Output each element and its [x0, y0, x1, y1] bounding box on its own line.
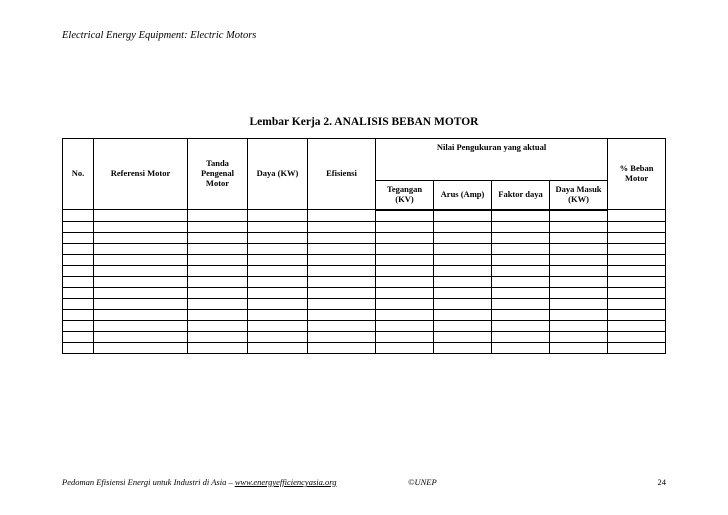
table-cell[interactable] [550, 254, 608, 265]
table-cell[interactable] [248, 309, 308, 320]
table-cell[interactable] [308, 243, 376, 254]
table-cell[interactable] [434, 331, 492, 342]
header-actual-measurements: Nilai Pengukuran yang aktual [376, 139, 608, 181]
table-cell[interactable] [248, 298, 308, 309]
table-cell[interactable] [492, 309, 550, 320]
table-cell[interactable] [376, 276, 434, 287]
table-cell[interactable] [550, 265, 608, 276]
table-cell[interactable] [248, 243, 308, 254]
running-header: Electrical Energy Equipment: Electric Motors [62, 30, 257, 41]
table-row [63, 287, 666, 298]
table-cell[interactable] [308, 221, 376, 232]
table-cell[interactable] [63, 331, 94, 342]
table-cell[interactable] [188, 276, 248, 287]
page-number: 24 [657, 477, 666, 487]
table-cell[interactable] [492, 254, 550, 265]
table-cell[interactable] [492, 287, 550, 298]
table-body [63, 210, 666, 354]
table-row [63, 254, 666, 265]
table-cell[interactable] [608, 232, 666, 243]
table-cell[interactable] [434, 342, 492, 353]
table-cell[interactable] [63, 276, 94, 287]
table-cell[interactable] [63, 320, 94, 331]
table-cell[interactable] [434, 276, 492, 287]
table-cell[interactable] [94, 232, 188, 243]
table-cell[interactable] [248, 320, 308, 331]
table-cell[interactable] [248, 221, 308, 232]
table-cell[interactable] [376, 287, 434, 298]
table-cell[interactable] [94, 254, 188, 265]
header-motor-load-percent [608, 139, 666, 210]
table-cell[interactable] [188, 342, 248, 353]
table-cell[interactable] [94, 265, 188, 276]
table-row [63, 265, 666, 276]
table-cell[interactable] [434, 298, 492, 309]
table-cell[interactable] [308, 298, 376, 309]
header-input-power-kw [550, 181, 608, 210]
table-cell[interactable] [188, 221, 248, 232]
table-cell[interactable] [608, 331, 666, 342]
header-motor-reference: Referensi Motor [94, 139, 188, 210]
table-cell[interactable] [550, 298, 608, 309]
table-cell[interactable] [308, 210, 376, 222]
table-cell[interactable] [376, 331, 434, 342]
table-cell[interactable] [248, 342, 308, 353]
table-cell[interactable] [94, 298, 188, 309]
table-cell[interactable] [550, 331, 608, 342]
table-row [63, 210, 666, 222]
table-cell[interactable] [188, 265, 248, 276]
table-cell[interactable] [94, 331, 188, 342]
table-cell[interactable] [248, 232, 308, 243]
table-cell[interactable] [550, 232, 608, 243]
table-cell[interactable] [63, 243, 94, 254]
table-cell[interactable] [492, 221, 550, 232]
table-cell[interactable] [188, 287, 248, 298]
table-cell[interactable] [376, 232, 434, 243]
footer-guide [62, 477, 337, 487]
table-cell[interactable] [434, 254, 492, 265]
table-row [63, 243, 666, 254]
table-cell[interactable] [94, 320, 188, 331]
table-cell[interactable] [492, 243, 550, 254]
table-cell[interactable] [188, 320, 248, 331]
table-cell[interactable] [376, 298, 434, 309]
header-nameplate-line-2: Pengenal [200, 168, 235, 179]
table-row [63, 320, 666, 331]
table-cell[interactable] [434, 287, 492, 298]
table-row [63, 221, 666, 232]
table-cell[interactable] [63, 265, 94, 276]
table-cell[interactable] [434, 210, 492, 222]
header-voltage-line-2: (KV) [395, 193, 414, 204]
table-cell[interactable] [550, 210, 608, 222]
table-cell[interactable] [308, 232, 376, 243]
table-cell[interactable] [492, 210, 550, 222]
table-row [63, 232, 666, 243]
table-cell[interactable] [608, 342, 666, 353]
table-cell[interactable] [94, 221, 188, 232]
table-cell[interactable] [608, 210, 666, 222]
table-cell[interactable] [63, 287, 94, 298]
table-cell[interactable] [63, 254, 94, 265]
table-cell[interactable] [63, 232, 94, 243]
table-cell[interactable] [94, 243, 188, 254]
table-cell[interactable] [376, 210, 434, 222]
table-cell[interactable] [308, 265, 376, 276]
header-nameplate-line-3: Motor [205, 177, 230, 188]
table-cell[interactable] [550, 342, 608, 353]
table-cell[interactable] [492, 342, 550, 353]
table-cell[interactable] [608, 309, 666, 320]
table-cell[interactable] [248, 210, 308, 222]
table-cell[interactable] [63, 221, 94, 232]
table-cell[interactable] [608, 298, 666, 309]
header-input-power-line-2: (KW) [568, 193, 589, 204]
table-cell[interactable] [608, 276, 666, 287]
table-cell[interactable] [434, 320, 492, 331]
header-nameplate [188, 139, 248, 210]
table-cell[interactable] [376, 320, 434, 331]
table-cell[interactable] [308, 309, 376, 320]
table-row [63, 276, 666, 287]
table-cell[interactable] [376, 221, 434, 232]
header-no: No. [63, 139, 94, 210]
header-voltage-kv [376, 181, 434, 210]
table-cell[interactable] [492, 331, 550, 342]
table-cell[interactable] [94, 210, 188, 222]
table-cell[interactable] [63, 210, 94, 222]
table-cell[interactable] [308, 276, 376, 287]
table-cell[interactable] [550, 276, 608, 287]
table-cell[interactable] [308, 254, 376, 265]
table-cell[interactable] [376, 309, 434, 320]
table-cell[interactable] [434, 265, 492, 276]
table-cell[interactable] [94, 342, 188, 353]
table-cell[interactable] [248, 276, 308, 287]
table-cell[interactable] [376, 342, 434, 353]
table-cell[interactable] [376, 243, 434, 254]
table-cell[interactable] [492, 265, 550, 276]
table-cell[interactable] [492, 276, 550, 287]
header-input-power-line-1: Daya Masuk [555, 183, 602, 194]
header-load-line-1: % Beban [619, 163, 654, 174]
table-cell[interactable] [608, 320, 666, 331]
header-power-factor: Faktor daya [492, 181, 550, 210]
header-nameplate-line-1: Tanda [206, 158, 229, 169]
table-cell[interactable] [608, 287, 666, 298]
table-row [63, 331, 666, 342]
table-cell[interactable] [188, 331, 248, 342]
worksheet-title: Lembar Kerja 2. ANALISIS BEBAN MOTOR [249, 116, 479, 128]
table-cell[interactable] [188, 298, 248, 309]
table-cell[interactable] [63, 309, 94, 320]
table-cell[interactable] [308, 287, 376, 298]
table-cell[interactable] [94, 309, 188, 320]
table-cell[interactable] [188, 309, 248, 320]
table-cell[interactable] [188, 243, 248, 254]
table-cell[interactable] [434, 221, 492, 232]
table-cell[interactable] [308, 331, 376, 342]
header-voltage-line-1: Tegangan [386, 183, 423, 194]
table-cell[interactable] [434, 232, 492, 243]
table-cell[interactable] [550, 243, 608, 254]
table-cell[interactable] [376, 254, 434, 265]
header-current-amp: Arus (Amp) [434, 181, 492, 210]
motor-load-analysis-table [62, 138, 666, 354]
table-cell[interactable] [550, 221, 608, 232]
table-cell[interactable] [608, 221, 666, 232]
table-cell[interactable] [550, 320, 608, 331]
table-cell[interactable] [248, 254, 308, 265]
table-row [63, 298, 666, 309]
table-cell[interactable] [94, 287, 188, 298]
header-power-kw: Daya (KW) [248, 139, 308, 210]
table-cell[interactable] [248, 265, 308, 276]
table-cell[interactable] [94, 276, 188, 287]
table-cell[interactable] [63, 298, 94, 309]
table-cell[interactable] [550, 309, 608, 320]
table-row [63, 342, 666, 353]
table-cell[interactable] [608, 265, 666, 276]
header-load-line-2: Motor [624, 173, 649, 183]
table-cell[interactable] [492, 232, 550, 243]
table-cell[interactable] [376, 265, 434, 276]
table-cell[interactable] [188, 232, 248, 243]
table-cell[interactable] [434, 243, 492, 254]
table-cell[interactable] [608, 243, 666, 254]
table-cell[interactable] [248, 287, 308, 298]
footer-guide-text: Pedoman Efisiensi Energi untuk Industri di Asia – [62, 477, 235, 487]
table-cell[interactable] [492, 298, 550, 309]
table-cell[interactable] [188, 254, 248, 265]
table-cell[interactable] [308, 342, 376, 353]
table-cell[interactable] [308, 320, 376, 331]
table-cell[interactable] [434, 309, 492, 320]
table-cell[interactable] [188, 210, 248, 222]
table-cell[interactable] [63, 342, 94, 353]
header-efficiency: Efisiensi [308, 139, 376, 210]
table-cell[interactable] [608, 254, 666, 265]
table-cell[interactable] [492, 320, 550, 331]
footer-website-link[interactable]: www.energyefficiencyasia.org [234, 477, 337, 487]
table-cell[interactable] [550, 287, 608, 298]
footer-copyright: ©UNEP [408, 477, 437, 487]
table-cell[interactable] [248, 331, 308, 342]
table-row [63, 309, 666, 320]
